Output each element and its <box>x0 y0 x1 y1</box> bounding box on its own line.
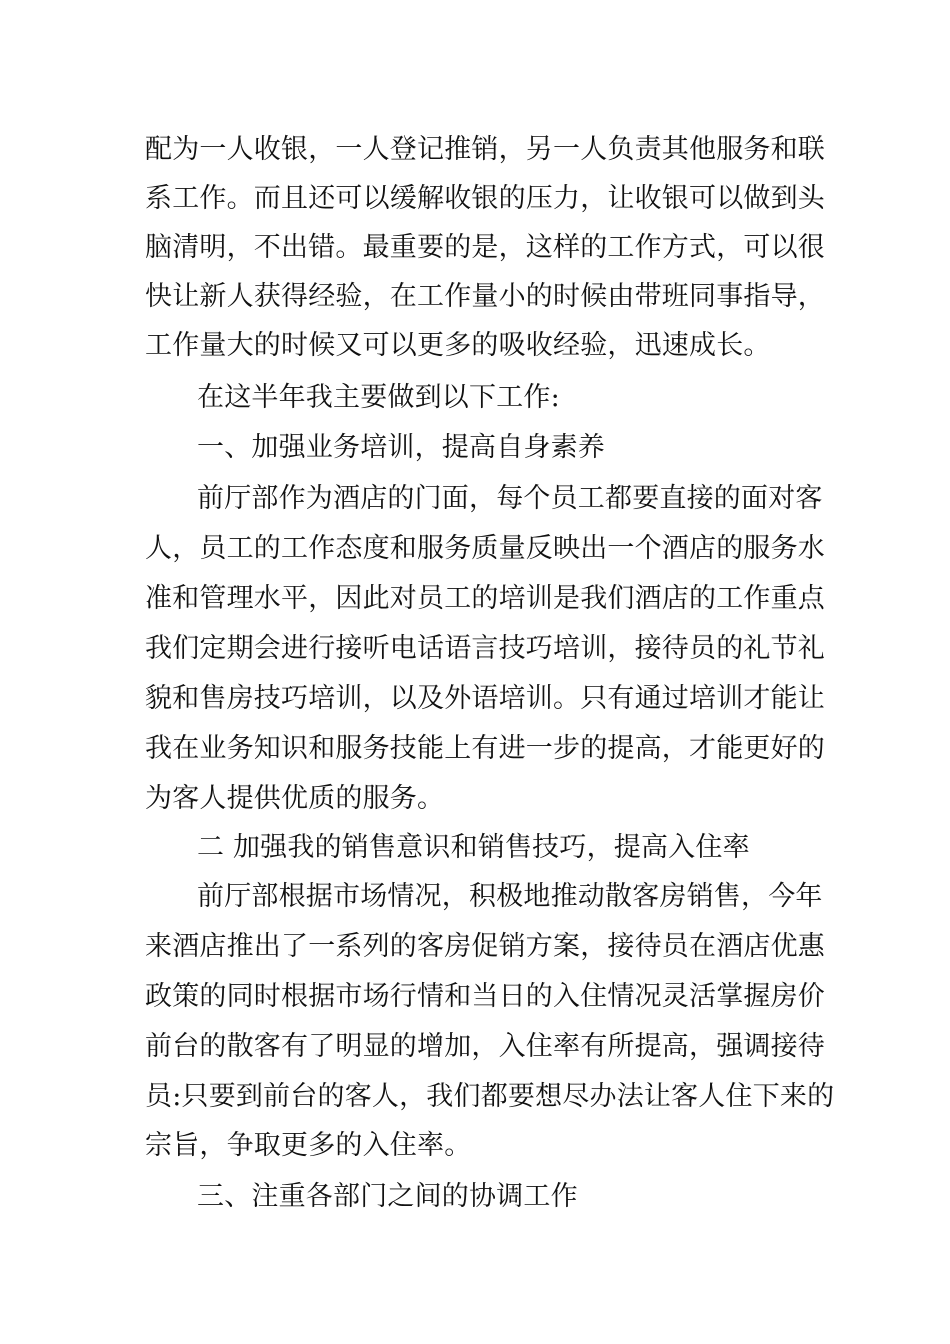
body-line: 前厅部根据市场情况，积极地推动散客房销售，今年 <box>197 881 823 912</box>
body-line: 宗旨，争取更多的入住率。 <box>145 1130 472 1161</box>
body-line: 员:只要到前台的客人，我们都要想尽办法让客人住下来的 <box>145 1081 835 1112</box>
body-line: 脑清明，不出错。最重要的是，这样的工作方式，可以很 <box>145 232 825 263</box>
body-line: 人，员工的工作态度和服务质量反映出一个酒店的服务水 <box>145 533 825 564</box>
body-line: 貌和售房技巧培训，以及外语培训。只有通过培训才能让 <box>145 683 825 714</box>
body-line: 前台的散客有了明显的增加，入住率有所提高，强调接待 <box>145 1031 825 1062</box>
body-line: 我们定期会进行接听电话语言技巧培训，接待员的礼节礼 <box>145 633 825 664</box>
body-line: 快让新人获得经验，在工作量小的时候由带班同事指导， <box>145 281 825 312</box>
body-line: 来酒店推出了一系列的客房促销方案，接待员在酒店优惠 <box>145 931 825 962</box>
body-line: 为客人提供优质的服务。 <box>145 783 445 814</box>
body-line: 系工作。而且还可以缓解收银的压力，让收银可以做到头 <box>145 183 825 214</box>
section-heading: 二 加强我的销售意识和销售技巧，提高入住率 <box>197 832 750 863</box>
body-line: 准和管理水平，因此对员工的培训是我们酒店的工作重点 <box>145 583 825 614</box>
intro-line: 在这半年我主要做到以下工作: <box>197 382 560 413</box>
body-line: 配为一人收银，一人登记推销，另一人负责其他服务和联 <box>145 134 825 165</box>
section-heading: 一、加强业务培训，提高自身素养 <box>197 432 605 463</box>
body-line: 政策的同时根据市场行情和当日的入住情况灵活掌握房价 <box>145 981 825 1012</box>
body-line: 前厅部作为酒店的门面，每个员工都要直接的面对客 <box>197 483 823 514</box>
body-line: 工作量大的时候又可以更多的吸收经验，迅速成长。 <box>145 330 771 361</box>
section-heading: 三、注重各部门之间的协调工作 <box>197 1181 578 1212</box>
body-line: 我在业务知识和服务技能上有进一步的提高，才能更好的 <box>145 733 825 764</box>
